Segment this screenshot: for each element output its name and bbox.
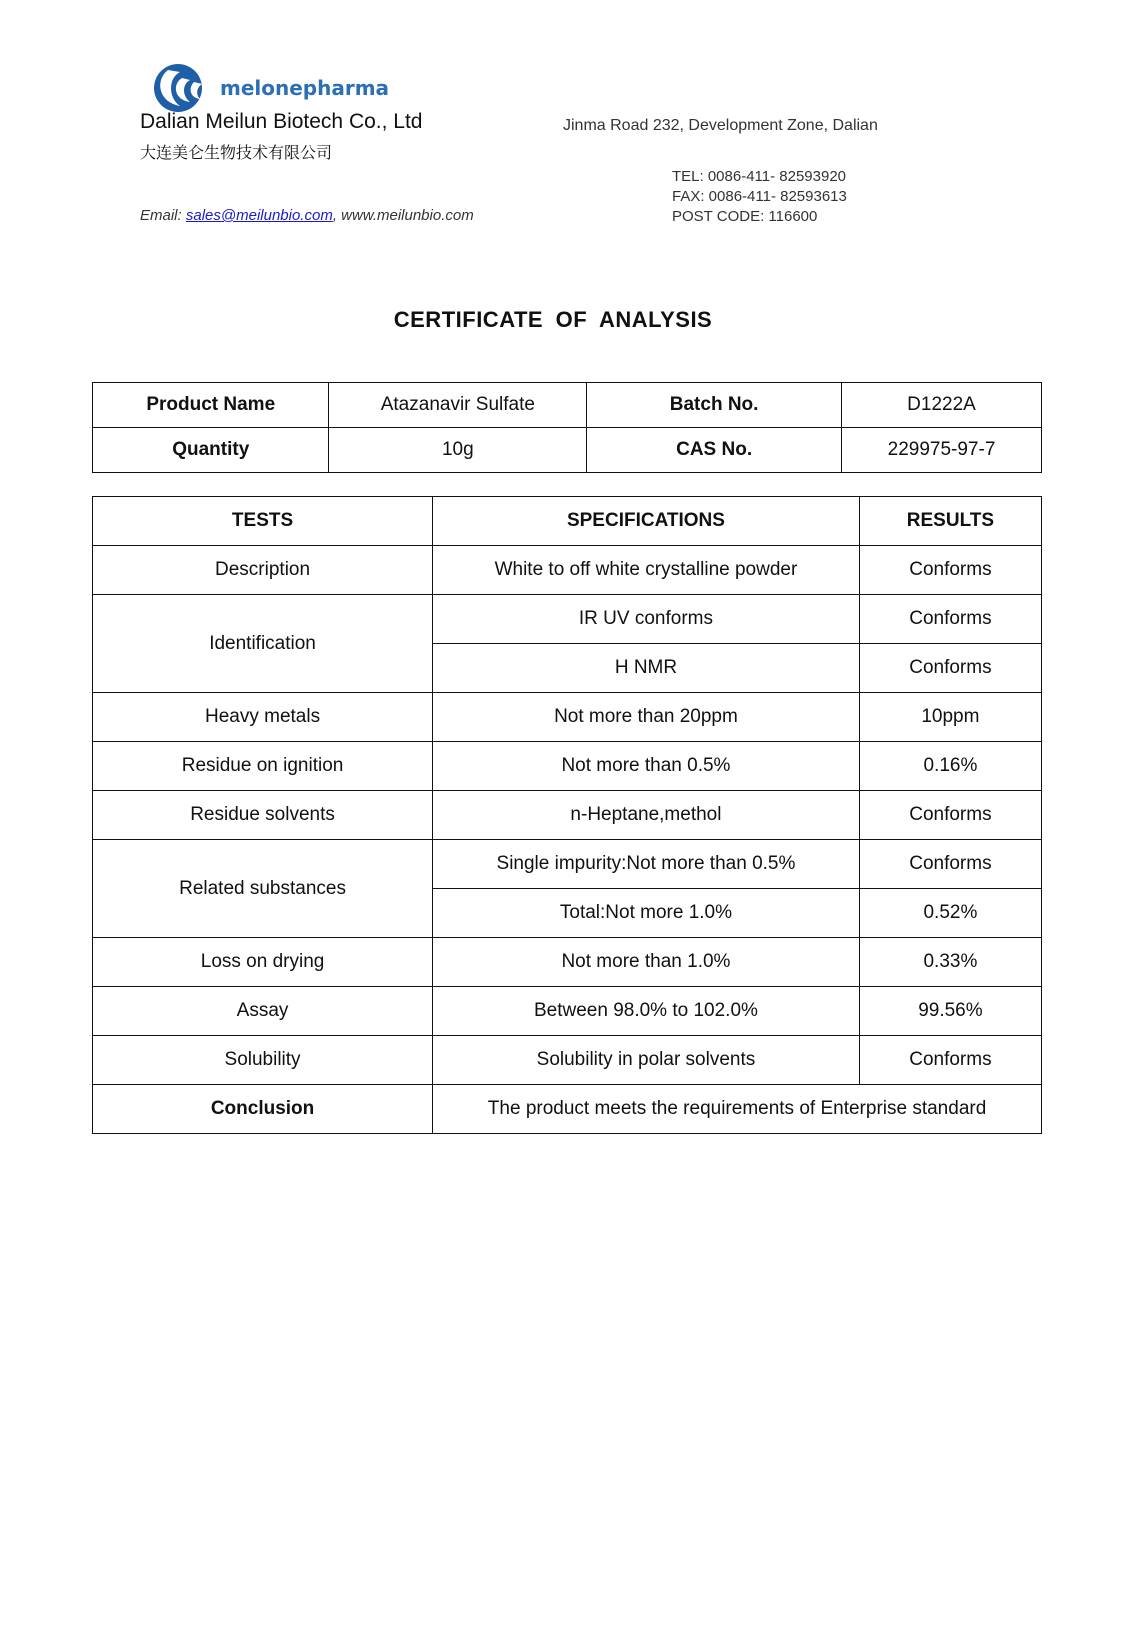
test-spec: IR UV conforms [433,595,860,644]
website: , www.meilunbio.com [332,207,474,224]
test-name: Related substances [93,840,433,938]
test-name: Residue solvents [93,791,433,840]
test-result: Conforms [859,546,1041,595]
header-specifications: SPECIFICATIONS [433,497,860,546]
test-result: Conforms [859,644,1041,693]
test-name: Residue on ignition [93,742,433,791]
test-spec: White to off white crystalline powder [433,546,860,595]
email-label: Email: [140,207,182,224]
quantity-value: 10g [329,428,587,473]
product-info-table [92,382,1042,473]
test-result: 0.33% [859,938,1041,987]
test-name: Identification [93,595,433,693]
company-address: Jinma Road 232, Development Zone, Dalian [563,117,878,134]
batch-value: D1222A [842,383,1042,428]
table-row [93,383,1042,428]
company-name-en: Dalian Meilun Biotech Co., Ltd [140,110,423,133]
test-spec: Single impurity:Not more than 0.5% [433,840,860,889]
tel: TEL: 0086-411- 82593920 [672,168,847,185]
test-result: Conforms [859,595,1041,644]
product-name-value: Atazanavir Sulfate [329,383,587,428]
test-result: Conforms [859,791,1041,840]
test-name: Heavy metals [93,693,433,742]
post-code: POST CODE: 116600 [672,208,818,225]
test-spec: Not more than 0.5% [433,742,860,791]
tests-table [92,496,1042,1134]
logo-text: melonepharma [220,76,390,100]
header-tests: TESTS [93,497,433,546]
table-row [93,1036,1042,1085]
conclusion-text: The product meets the requirements of Enterprise standard [433,1085,1042,1134]
melone-wave-icon [150,62,220,112]
test-result: 0.52% [859,889,1041,938]
company-logo [150,62,390,112]
cas-value: 229975-97-7 [842,428,1042,473]
table-row [93,987,1042,1036]
table-row [93,693,1042,742]
test-spec: Not more than 1.0% [433,938,860,987]
conclusion-row [93,1085,1042,1134]
table-row [93,840,1042,889]
test-spec: Not more than 20ppm [433,693,860,742]
test-name: Loss on drying [93,938,433,987]
test-result: 10ppm [859,693,1041,742]
test-result: Conforms [859,840,1041,889]
table-row [93,428,1042,473]
table-row [93,791,1042,840]
test-spec: Solubility in polar solvents [433,1036,860,1085]
test-result: 99.56% [859,987,1041,1036]
test-spec: Between 98.0% to 102.0% [433,987,860,1036]
contact-block [672,167,847,227]
fax: FAX: 0086-411- 82593613 [672,188,847,205]
test-result: 0.16% [859,742,1041,791]
conclusion-label: Conclusion [93,1085,433,1134]
company-name-cn: 大连美仑生物技术有限公司 [140,143,333,162]
quantity-label: Quantity [93,428,329,473]
table-row [93,595,1042,644]
email-link[interactable]: sales@meilunbio.com [185,207,333,224]
test-spec: n-Heptane,methol [433,791,860,840]
header-results: RESULTS [859,497,1041,546]
document-title: CERTIFICATE OF ANALYSIS [393,307,713,332]
test-name: Solubility [93,1036,433,1085]
product-name-label: Product Name [93,383,329,428]
test-spec: Total:Not more 1.0% [433,889,860,938]
cas-label: CAS No. [587,428,842,473]
table-header-row [93,497,1042,546]
table-row [93,938,1042,987]
test-result: Conforms [859,1036,1041,1085]
test-spec: H NMR [433,644,860,693]
test-name: Assay [93,987,433,1036]
table-row [93,546,1042,595]
batch-label: Batch No. [587,383,842,428]
test-name: Description [93,546,433,595]
table-row [93,742,1042,791]
email-line [140,207,474,224]
